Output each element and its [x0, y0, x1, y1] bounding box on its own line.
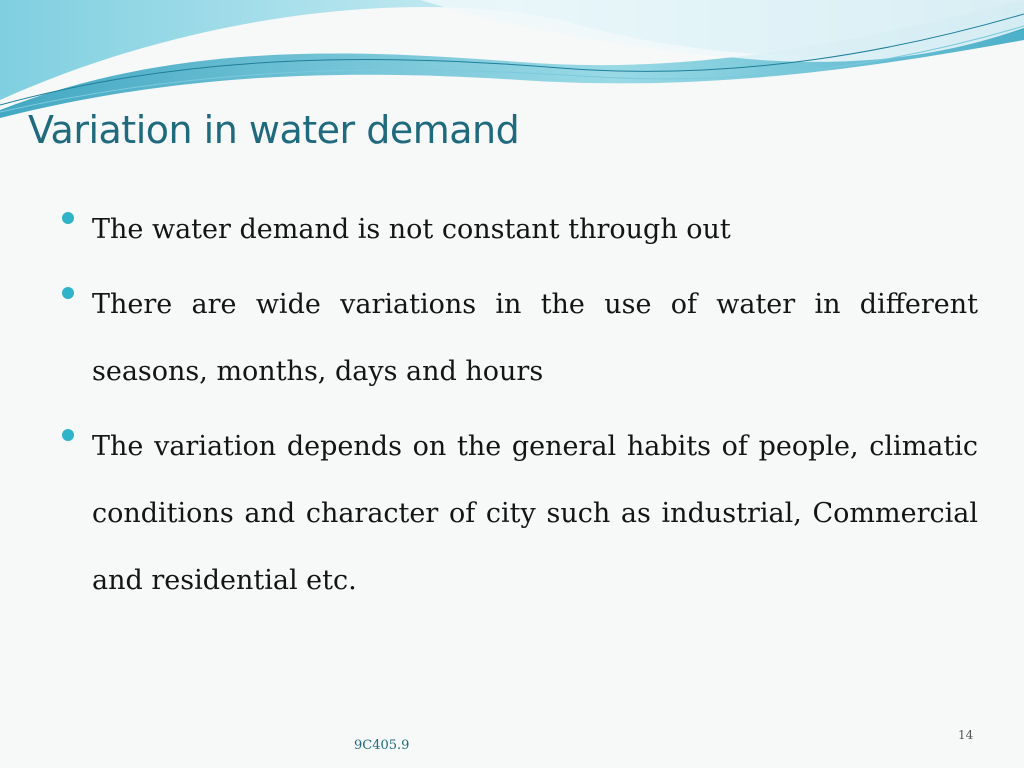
bullet-item [58, 196, 978, 263]
page-number: 14 [958, 728, 974, 742]
bullet-text: The water demand is not constant through out [92, 214, 731, 245]
bullet-icon [62, 287, 74, 299]
bullet-text: The variation depends on the general habits of people, climatic conditions and character of city such as industrial, Commercial and residential etc. [92, 431, 978, 596]
bullet-list [58, 196, 978, 622]
bullet-icon [62, 429, 74, 441]
slide-title: Variation in water demand [28, 108, 520, 152]
slide-footer: 9C405.9 [354, 738, 410, 753]
bullet-item [58, 271, 978, 405]
bullet-item [58, 413, 978, 614]
bullet-text: There are wide variations in the use of water in different seasons, months, days and hours [92, 289, 978, 387]
bullet-icon [62, 212, 74, 224]
